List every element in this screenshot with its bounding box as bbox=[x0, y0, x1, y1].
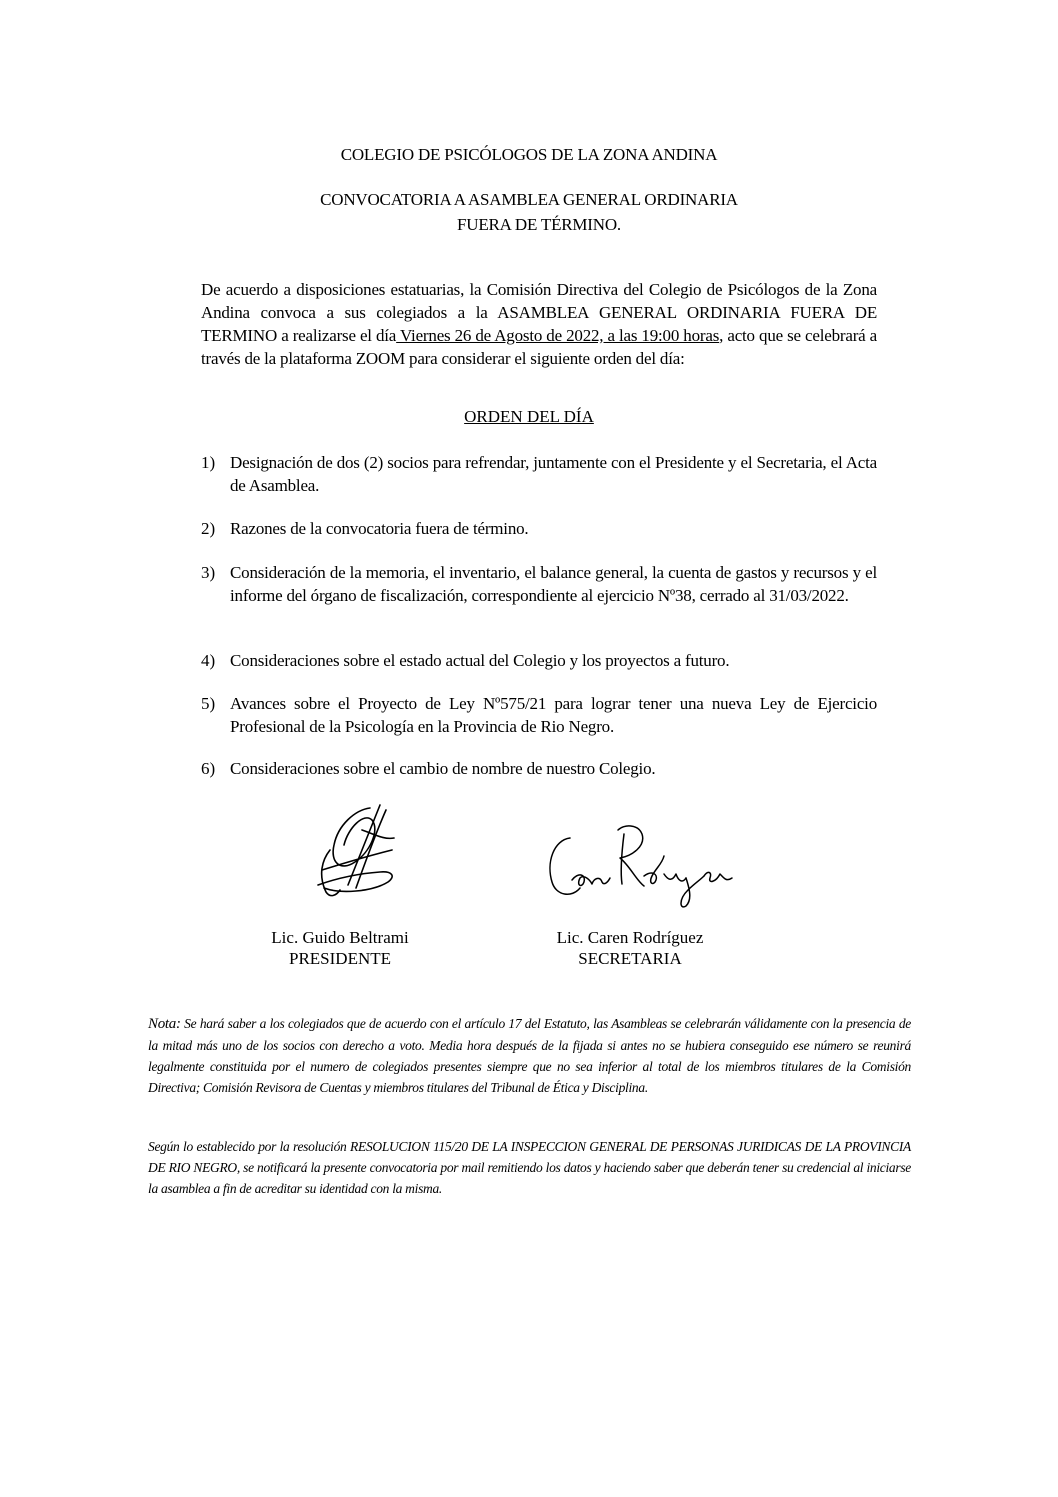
agenda-item-number: 2) bbox=[201, 519, 216, 538]
agenda-item-text: Consideración de la memoria, el inventario, el balance general, la cuenta de gastos y recursos y el informe del órgano de fiscalización, correspondiente al ejercicio Nº38, cerrado al 31/03/2022. bbox=[230, 563, 877, 605]
agenda-item-text: Consideraciones sobre el estado actual del Colegio y los proyectos a futuro. bbox=[230, 651, 730, 670]
agenda-item-number: 6) bbox=[201, 759, 216, 778]
note-label: Nota: bbox=[148, 1016, 181, 1032]
president-signature bbox=[300, 800, 410, 900]
president-role: PRESIDENTE bbox=[289, 949, 391, 968]
agenda-item-number: 4) bbox=[201, 651, 216, 670]
intro-text-part2: , acto que se celebrará a través de la plataforma ZOOM para considerar el siguiente orden del día: bbox=[201, 326, 878, 368]
agenda-item-number: 5) bbox=[201, 694, 216, 713]
note-paragraph-2: Según lo establecido por la resolución RESOLUCION 115/20 DE LA INSPECCION GENERAL DE PERSONAS JURIDICAS DE LA PROVINCIA DE RIO NEGRO, se notificará la presente convocatoria por mail remitiendo los datos y haciendo saber que deberán tener su credencial al iniciarse la asamblea a fin de acreditar su identidad con la misma. bbox=[148, 1139, 911, 1196]
note-text-1: Se hará saber a los colegiados que de acuerdo con el artículo 17 del Estatuto, las Asambleas se celebrarán válidamente con la presencia de la mitad más uno de los socios con derecho a voto. Media hora después de la fijada si antes no se hubiera conseguido ese número se reunirá legalmente constituida por el numero de colegiados presentes siempre que no sea inferior al total de los miembros titulares de la Comisión Directiva; Comisión Revisora de Cuentas y miembros titulares del Tribunal de Ética y Disciplina. bbox=[148, 1016, 911, 1095]
secretary-name: Lic. Caren Rodríguez bbox=[556, 928, 704, 947]
agenda-item bbox=[201, 517, 877, 540]
agenda-item-text: Consideraciones sobre el cambio de nombre de nuestro Colegio. bbox=[230, 759, 656, 778]
note-paragraph-1 bbox=[148, 1013, 911, 1098]
organization-title: COLEGIO DE PSICÓLOGOS DE LA ZONA ANDINA bbox=[340, 145, 718, 164]
orden-del-dia-heading: ORDEN DEL DÍA bbox=[464, 407, 594, 426]
secretary-signature-block bbox=[540, 927, 720, 969]
agenda-item-text: Designación de dos (2) socios para refrendar, juntamente con el Presidente y el Secretaria, el Acta de Asamblea. bbox=[230, 453, 877, 495]
secretary-signature bbox=[540, 820, 740, 910]
president-signature-block bbox=[250, 927, 430, 969]
intro-date: Viernes 26 de Agosto de 2022, a las 19:00 horas bbox=[396, 326, 720, 345]
president-name: Lic. Guido Beltrami bbox=[271, 928, 409, 947]
agenda-item bbox=[201, 692, 877, 738]
agenda-item bbox=[201, 561, 877, 607]
agenda-item-text: Avances sobre el Proyecto de Ley Nº575/21 para lograr tener una nueva Ley de Ejercicio Profesional de la Psicología en la Provincia de Rio Negro. bbox=[230, 694, 877, 736]
convocatoria-subtitle: FUERA DE TÉRMINO. bbox=[457, 215, 621, 234]
agenda-item bbox=[201, 649, 877, 672]
intro-text-part1: De acuerdo a disposiciones estatuarias, la Comisión Directiva del Colegio de Psicólogos de la Zona Andina convoca a sus colegiados a la ASAMBLEA GENERAL ORDINARIA FUERA DE TERMINO a realizarse el día bbox=[201, 280, 877, 345]
agenda-item-text: Razones de la convocatoria fuera de término. bbox=[230, 519, 529, 538]
agenda-item-number: 1) bbox=[201, 453, 216, 472]
agenda-item bbox=[201, 757, 877, 780]
agenda-item bbox=[201, 451, 877, 497]
agenda-item-number: 3) bbox=[201, 563, 216, 582]
intro-paragraph bbox=[201, 278, 877, 370]
secretary-role: SECRETARIA bbox=[578, 949, 682, 968]
convocatoria-title: CONVOCATORIA A ASAMBLEA GENERAL ORDINARIA bbox=[320, 190, 738, 209]
